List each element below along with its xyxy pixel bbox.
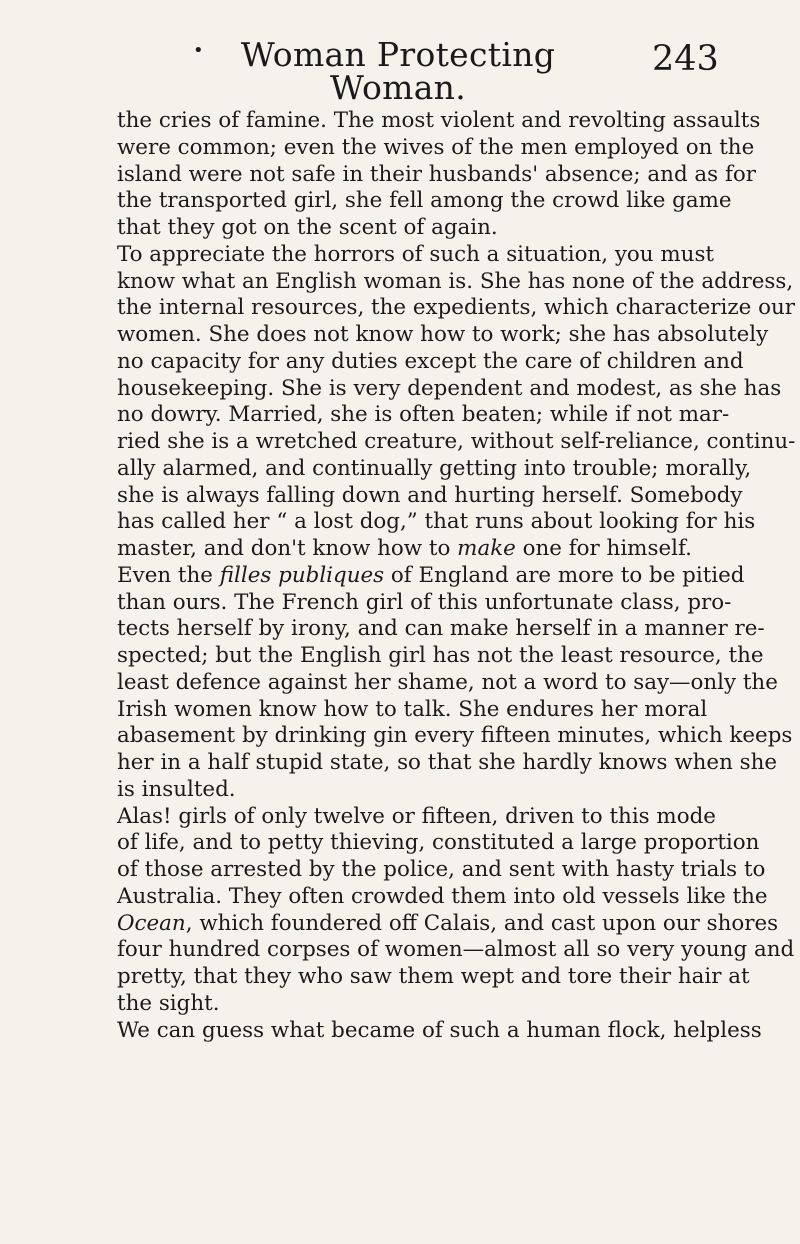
text-line: the internal resources, the expedients, which characterize our <box>117 295 795 321</box>
text-line: Alas! girls of only twelve or fifteen, driven to this mode <box>117 803 716 829</box>
italic-phrase: Ocean <box>117 910 186 936</box>
text-line: know what an English woman is. She has none of the address, <box>117 268 794 294</box>
text-line: tects herself by irony, and can make herself in a manner re- <box>117 616 765 642</box>
text-line: Even the filles publiques of England are more to be pitied <box>117 562 745 588</box>
text-line: no capacity for any duties except the care of children and <box>117 348 744 374</box>
text-line: were common; even the wives of the men employed on the <box>117 134 755 160</box>
text-line: is insulted. <box>117 776 236 802</box>
page-number: 243 <box>652 39 719 79</box>
italic-phrase: make <box>457 536 516 561</box>
text-line: To appreciate the horrors of such a situation, you must <box>117 241 715 267</box>
text-line: least defence against her shame, not a word to say—only the <box>117 669 778 695</box>
italic-phrase: filles publiques <box>219 562 385 588</box>
text-line: Irish women know how to talk. She endures her moral <box>117 696 708 722</box>
text-line: master, and don't know how to make one for himself. <box>117 536 692 561</box>
text-line: no dowry. Married, she is often beaten; while if not mar- <box>117 402 730 428</box>
text-line: women. She does not know how to work; she has absolutely <box>117 322 769 347</box>
text-line: We can guess what became of such a human flock, helpless <box>117 1017 762 1043</box>
text-line: her in a half stupid state, so that she hardly knows when she <box>117 750 778 775</box>
running-head-mark: • <box>193 40 204 61</box>
text-line: has called her “ a lost dog,” that runs about looking for his <box>117 509 756 535</box>
text-line: she is always falling down and hurting herself. Somebody <box>117 482 743 508</box>
text-line: pretty, that they who saw them wept and tore their hair at <box>117 964 750 989</box>
text-line: island were not safe in their husbands' absence; and as for <box>117 161 756 187</box>
text-line: spected; but the English girl has not the least resource, the <box>117 643 764 668</box>
text-line: four hundred corpses of women—almost all so very young and <box>117 937 795 963</box>
text-line: abasement by drinking gin every fifteen minutes, which keeps <box>117 723 793 749</box>
text-line: housekeeping. She is very dependent and modest, as she has <box>117 375 782 401</box>
body-text <box>117 108 796 1044</box>
text-line: of life, and to petty thieving, constituted a large proportion <box>117 830 760 856</box>
text-line: the sight. <box>117 990 220 1016</box>
text-line: ally alarmed, and continually getting into trouble; morally, <box>117 455 752 481</box>
text-line: the transported girl, she fell among the crowd like game <box>117 188 732 214</box>
text-line: Ocean, which foundered off Calais, and cast upon our shores <box>117 910 779 936</box>
running-head: Woman Protecting Woman. <box>240 35 556 107</box>
text-line: ried she is a wretched creature, without self-reliance, continu- <box>117 429 796 454</box>
text-line: than ours. The French girl of this unfortunate class, pro- <box>117 589 732 615</box>
text-line: that they got on the scent of again. <box>117 215 498 240</box>
text-line: of those arrested by the police, and sent with hasty trials to <box>117 857 766 882</box>
text-line: Australia. They often crowded them into old vessels like the <box>117 883 768 909</box>
text-line: the cries of famine. The most violent and revolting assaults <box>117 108 761 133</box>
